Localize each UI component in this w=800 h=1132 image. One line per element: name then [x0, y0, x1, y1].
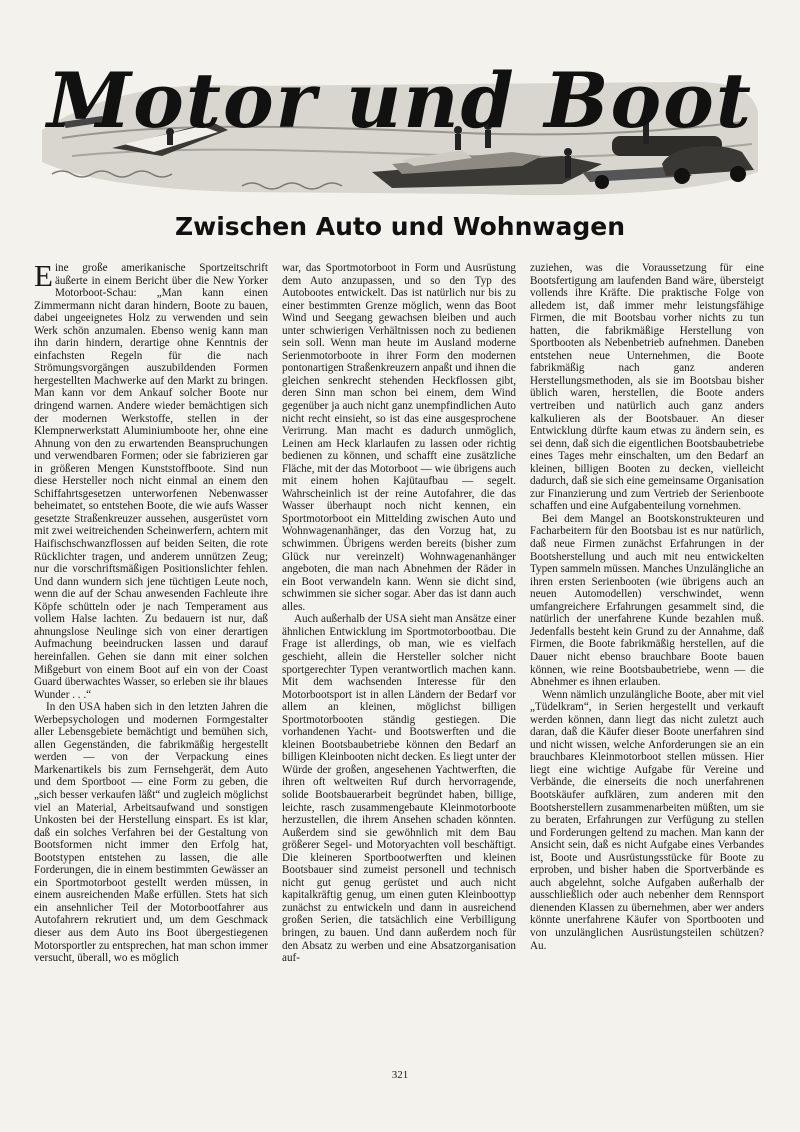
column-1 [34, 262, 268, 1062]
article-body [34, 262, 764, 1062]
paragraph: zuziehen, was die Voraussetzung für eine Bootsfertigung am laufenden Band wäre, übersteigt vollends ihre Kräfte. Die praktische Folge von alledem ist, daß immer mehr leistungsfähige Firmen, die mit Bootsbau vorher nichts zu tun hatten, die fabrikmäßige Herstellung von Sportbooten als Nebenbetrieb aufnehmen. Daneben entstehen neue Unternehmen, die Boote fabrikmäßig nach ganz anderen Herstellungsmethoden, als sie im Bootsbau bisher üblich waren, herstellen, die Boote anders vertreiben und natürlich auch ganz anders kalkulieren als der Bootsbauer. An dieser Entwicklung dürfte kaum etwas zu ändern sein, es sei denn, daß sich die eigentlichen Bootsbaubetriebe eines Tages mehr einschalten, um den Bedarf an kleinen, billigen Booten zu decken, vielleicht dadurch, daß sie sich eine gemeinsame Organisation zur Finanzierung und zum Vertrieb der Serienboote schaffen und eine Aufgabenteilung vornehmen. [530, 262, 764, 513]
masthead [42, 52, 758, 200]
page-number: 321 [391, 1069, 409, 1081]
article-title: Zwischen Auto und Wohnwagen [175, 212, 625, 241]
paragraph: war, das Sportmotorboot in Form und Ausrüstung dem Auto anzupassen, und so den Typ des Autobootes entwickelt. Das ist natürlich nur bis zu einer bestimmten Grenze möglich, wenn das Boot Wind und Seegang gewachsen bleiben und auch unter schwierigen Verhältnissen noch zu bedienen sein soll. Wenn man heute im Ausland moderne Serienmotorboote in ihrer Form den modernen pontonartigen Straßenkreuzern anpaßt und ihnen die gleichen senkrecht stehenden Heckflossen gibt, deren Sinn man schon bei einem, dem Wind gegenüber ja auch nicht ganz unempfindlichen Auto nicht recht einsieht, so ist das eine ausgesprochene Verirrung. Man macht es dadurch unmöglich, Leinen am Heck klarlaufen zu lassen oder richtig bedienen zu können, und schafft eine zusätzliche Fläche, mit der das Motorboot — wie übrigens auch mit einem hohen Kajütaufbau — segelt. Wahrscheinlich ist der reine Autofahrer, die das Wasser überhaupt noch nicht kennen, ein Sportmotorboot ein Mittelding zwischen Auto und Wohnwagenanhänger, das den Vorzug hat, zu schwimmen. Übrigens werden bereits (bisher zum Glück nur vereinzelt) Wohnwagenanhänger angeboten, die man nach Abnehmen der Räder in ein Boot verwandeln kann. Wenn sie dicht sind, schwimmen sie sicher sogar. Aber das ist dann auch alles. [282, 262, 516, 613]
masthead-title: Motor und Boot [47, 56, 753, 145]
column-2 [282, 262, 516, 1062]
paragraph: Bei dem Mangel an Bootskonstrukteuren und Facharbeitern für den Bootsbau ist es nur natürlich, daß neue Firmen zunächst Erfahrungen in der Bootsherstellung und auch mit neu entwickelten Typen sammeln müssen. Manches Unzulängliche an ihren ersten Serienbooten (wie übrigens auch an neuen Automodellen) verschwindet, wenn umfangreichere Erfahrungen gesammelt sind, die natürlich der unerfahrene Kunde bezahlen muß. Jedenfalls besteht kein Grund zu der Annahme, daß Firmen, die Boote fabrikmäßig herstellen, auf die Dauer nicht ebenso brauchbare Boote bauen können, wie reine Bootsbaubetriebe, wenn — die Abnehmer es ihnen erlauben. [530, 512, 764, 689]
paragraph: In den USA haben sich in den letzten Jahren die Werbepsychologen und modernen Formgestalter aller Lebensgebiete bemächtigt und bemühen sich, allen Gegenständen, die fabrikmäßig hergestellt werden — von der Verpackung eines Markenartikels bis zum Fernsehgerät, dem Auto und dem Sportboot — eine Form zu geben, die „sich besser verkaufen läßt“ und zugleich möglichst viel an Material, Arbeitsaufwand und sonstigen Unkosten bei der Herstellung einspart. Es ist klar, daß ein solches Verfahren bei der Gestaltung von Bootsformen nicht immer den Erfolg hat, Bootstypen entstehen zu lassen, die alle Forderungen, die in einem bestimmten Gewässer an ein Sportmotorboot gestellt werden müssen, in einem ausreichenden Maße erfüllen. Stets hat sich ein ansehnlicher Teil der Motorbootfahrer aus Autofahrern rekrutiert und, um dem Geschmack dieser aus dem Auto ins Boot übergestiegenen Motorsportler zu entsprechen, hat man schon immer versucht, überall, wo es möglich [34, 701, 268, 965]
paragraph: Auch außerhalb der USA sieht man Ansätze einer ähnlichen Entwicklung im Sportmotorbootbau. Die Frage ist allerdings, ob man, wie es vielfach geschieht, allein die Hersteller solcher nicht sportgerechter Typen verantwortlich machen kann. Mit dem wachsenden Interesse für den Motorbootsport ist in allen Ländern der Bedarf vor allem an kleinen, möglichst billigen Sportmotorbooten ständig gestiegen. Die vorhandenen Yacht- und Bootswerften und die kleinen Bootsbaubetriebe können den Bedarf an billigen Kleinbooten nicht decken. Es liegt unter der Würde der großen, angesehenen Yachtwerften, die ihren oft weltweiten Ruf durch hervorragende, solide Bootsbauerarbeit begründet haben, billige, leichte, rasch zusammengebaute Kleinmotorboote herzustellen, die ihrem Ansehen schaden könnten. Außerdem sind sie gewöhnlich mit dem Bau größerer Segel- und Motoryachten voll beschäftigt. Die kleineren Sportbootwerften und kleinen Bootsbauer sind zumeist personell und technisch nicht gut genug gerüstet und auch nicht kapitalkräftig genug, um einen guten Kleinboottyp zunächst zu entwickeln und dann in ausreichend großen Serien, die tatsächlich eine Verbilligung bringen, zu bauen. Und dann außerdem noch für den Absatz zu werben und eine Absatzorganisation auf- [282, 613, 516, 965]
paragraph: Eine große amerikanische Sportzeitschrift äußerte in einem Bericht über die New Yorker Motorboot-Schau: „Man kann einen Zimmermann nicht daran hindern, Boote zu bauen, dabei ungeeignetes Holz zu verwenden und sein Werk schön anzumalen. Ebenso wenig kann man ihn darin hindern, derartige ohne Kenntnis der einfachsten Regeln für die nach Strömungsvorgängen auszubildenden Formen hergestellten Machwerke auf den Markt zu bringen. Man kann vor dem Ankauf solcher Boote nur dringend warnen. Andere wieder bemächtigen sich der modernen Werkstoffe, stellen in der Klempnerwerkstatt Aluminiumboote her, ohne eine Ahnung von den zu erwartenden Beanspruchungen und verwendbaren Formen; oder sie fabrizieren gar in größeren Mengen Kunststoffboote. Sind nun diese Hersteller noch nicht einmal an einem den Schiffahrtsgesetzen unterworfenen Nebenwasser beheimatet, so entstehen Boote, die wie aufs Wasser gesetzte Straßenkreuzer aussehen, ausgerüstet vorn mit zwei weitreichenden Scheinwerfern, achtern mit Haifischschwanzflossen auf beiden Seiten, die rote Rücklichter tragen, und anderem unnützen Zeug; nur die vorschriftsmäßigen Positionslichter fehlen. Und dann wundern sich jene tüchtigen Leute noch, wenn die auf der Schau anwesenden Fachleute ihre Köpfe schütteln oder je nach Temperament aus vollem Halse lachten. Zu bedauern ist nur, daß ahnungslose Neulinge sich von einer derartigen Aufmachung beeindrucken lassen und darauf hereinfallen. Gehen sie dann mit einer solchen Mißgeburt von einem Boot auf ein von der Coast Guard überwachtes Wasser, so erleben sie ihr blaues Wunder . . .“ [34, 262, 268, 701]
drop-cap: E [34, 262, 53, 293]
column-3 [530, 262, 764, 1062]
paragraph: Wenn nämlich unzulängliche Boote, aber mit viel „Tüdelkram“, in Serien hergestellt und verkauft werden können, dann liegt das nicht zuletzt auch daran, daß die Käufer dieser Boote unerfahren sind und nicht wissen, welche Anforderungen sie an ein brauchbares Kleinmotorboot stellen müssen. Hier liegt eine wichtige Aufgabe für Vereine und Verbände, die einerseits die noch unerfahrenen Bootskäufer aufklären, zum anderen mit den Bootsherstellern zusammenarbeiten müßten, um sie zu beraten, Erfahrungen zur Verfügung zu stellen und Forderungen geltend zu machen. Man kann der Ansicht sein, daß es nicht Aufgabe eines Verbandes ist, Boote und Ausrüstungsstücke für Boote zu erproben, und bisher haben die Sportverbände es auch abgelehnt, solche Aufgaben außerhalb der ausschließlich oder auch nebenher dem Rennsport dienenden Klassen zu übernehmen, aber wer anders könnte unerfahrene Käufer von Sportbooten und von unzulänglichen Ausrüstungsteilen schützen? Au. [530, 688, 764, 952]
